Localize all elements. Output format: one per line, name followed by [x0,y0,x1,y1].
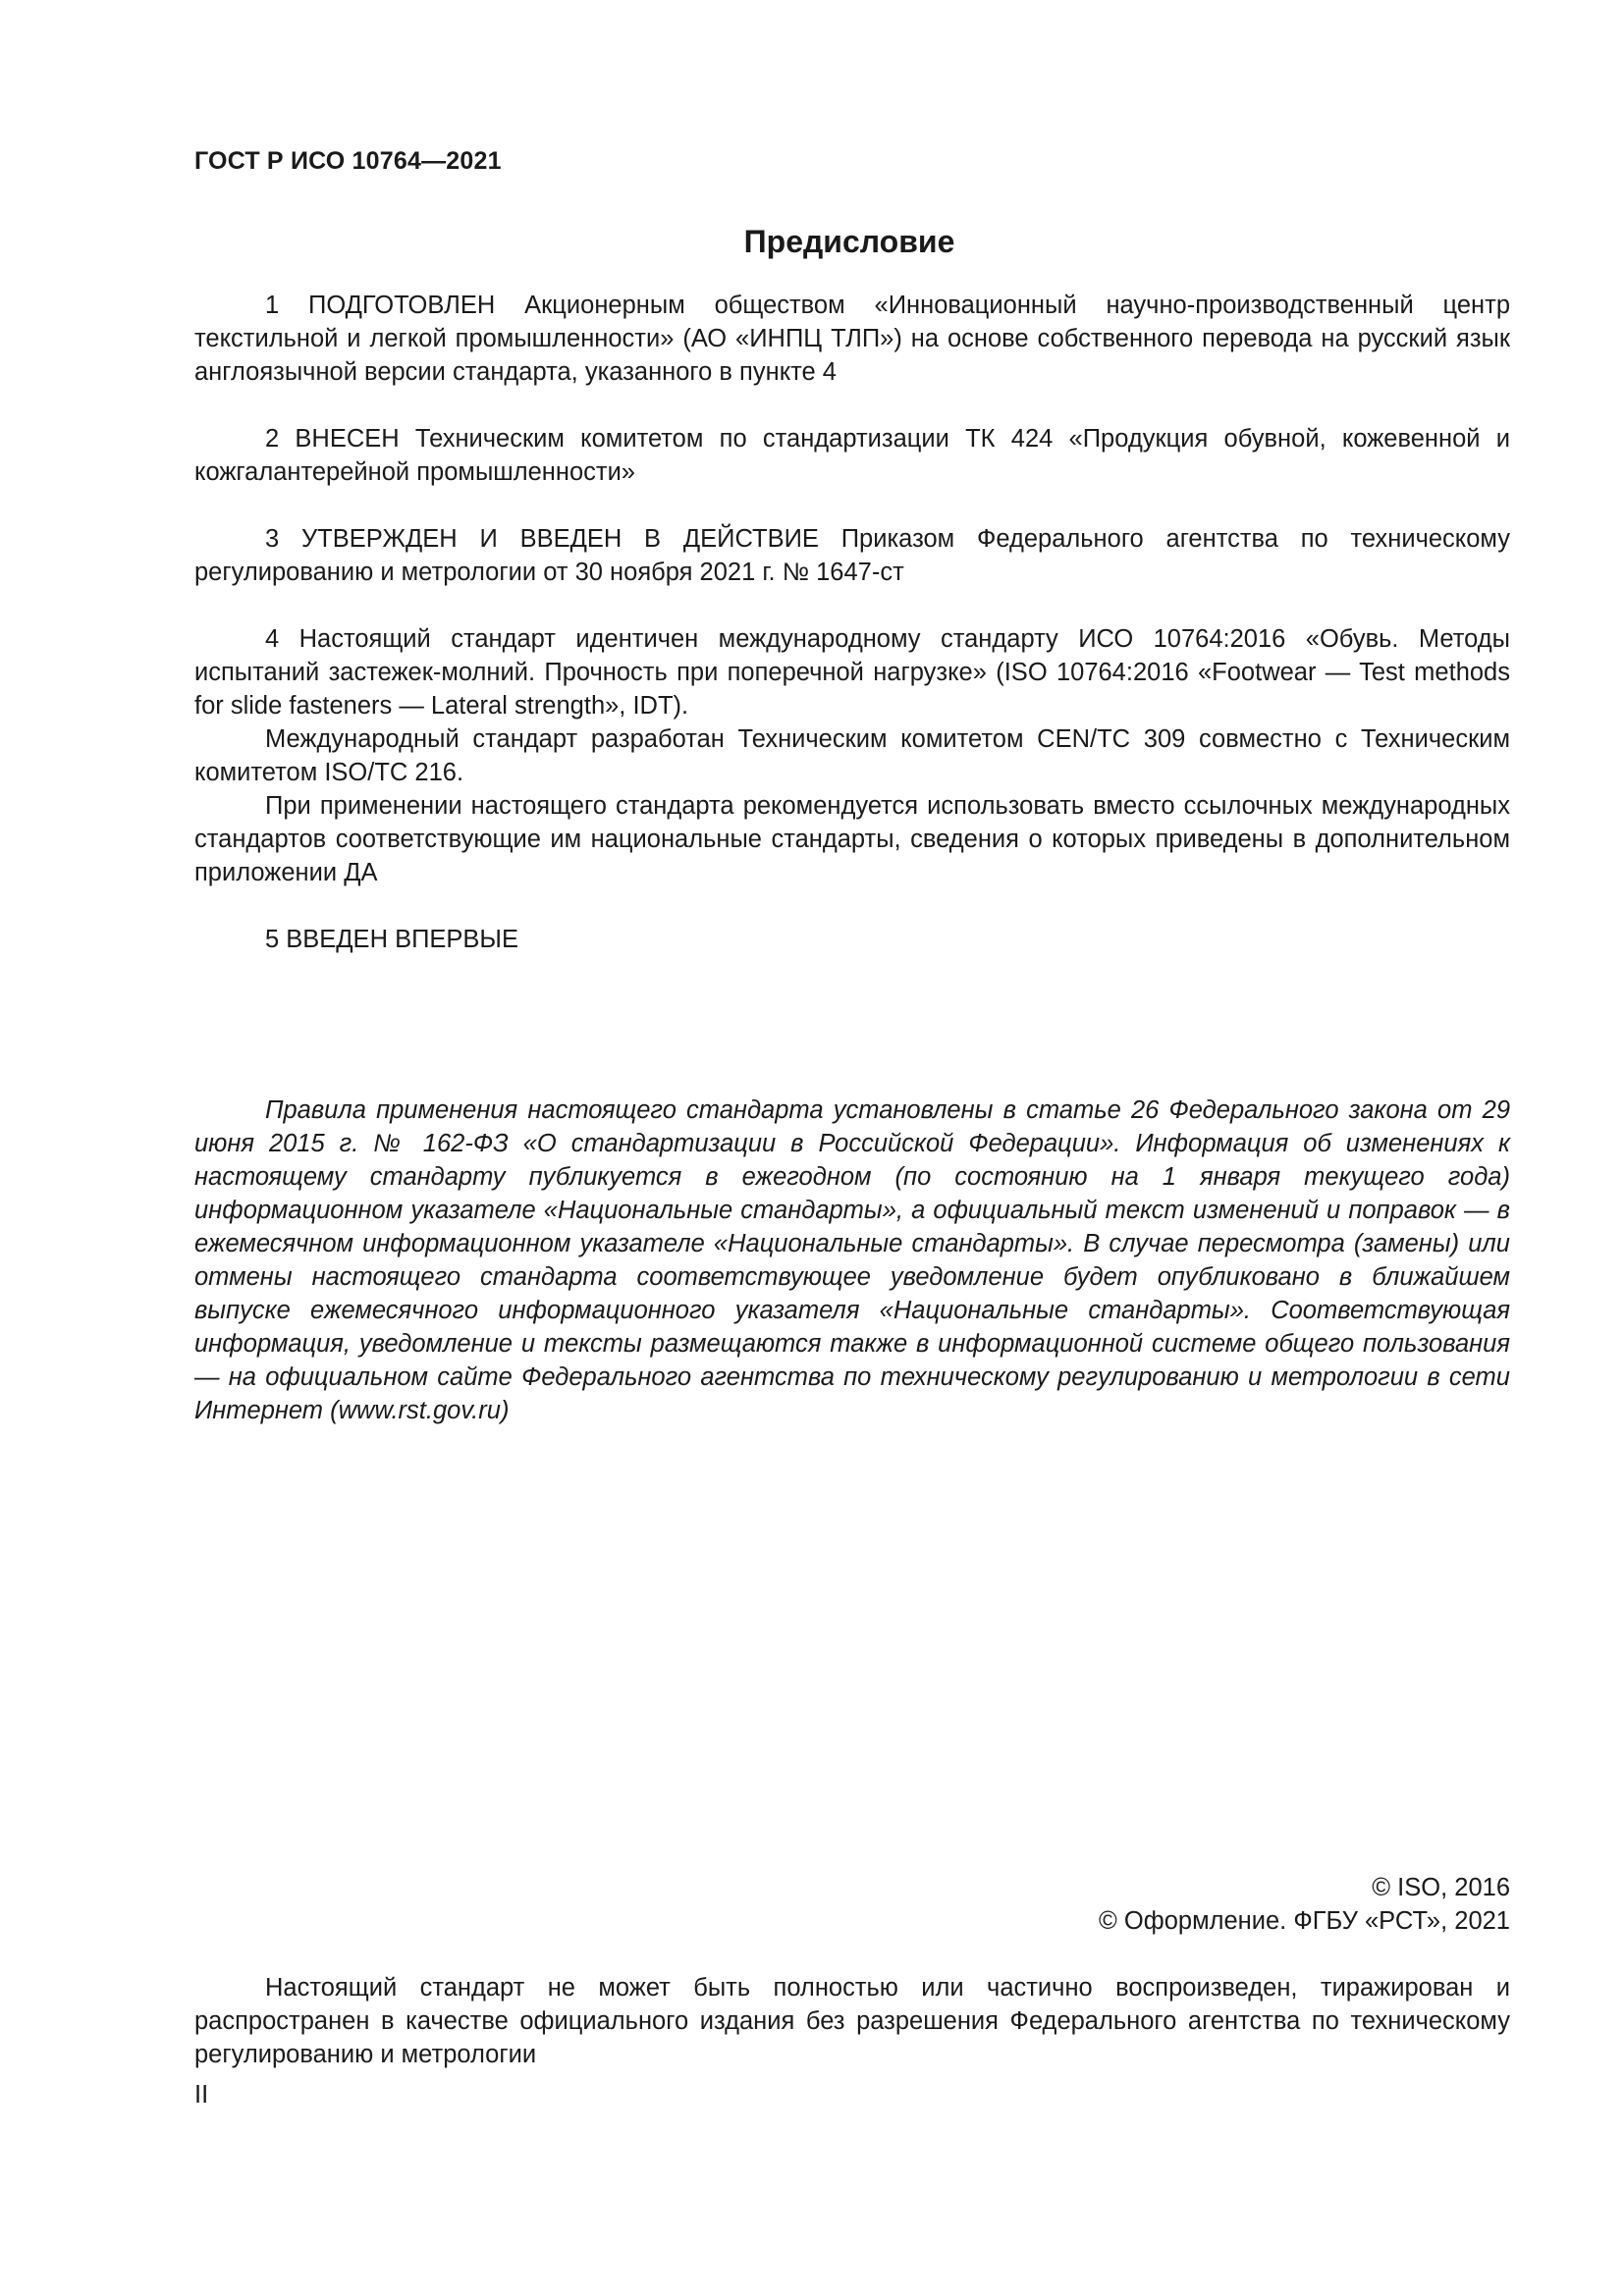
restriction-paragraph: Настоящий стандарт не может быть полностью или частично воспроизведен, тиражирован и распространен в качестве официального издания без разрешения Федерального агентства по техническому регулированию и метрологии [194,1974,1510,2068]
note-paragraph: Правила применения настоящего стандарта установлены в статье 26 Федерального закона от 29 июня 2015 г. № 162-ФЗ «О стандартизации в Российской Федерации». Информация об изменениях к настоящему стандарту публикуется в ежегодном (по состоянию на 1 января текущего года) информационном указателе «Национальные стандарты», а официальный текст изменений и поправок — в ежемесячном информационном указателе «Национальные стандарты». В случае пересмотра (замены) или отмены настоящего стандарта соответствующее уведомление будет опубликовано в ближайшем выпуске ежемесячного информационного указателя «Национальные стандарты». Соответствующая информация, уведомление и тексты размещаются также в информационной системе общего пользования — на официальном сайте Федерального агентства по техническому регулированию и метрологии в сети Интернет (www.rst.gov.ru) [194,1096,1510,1424]
section-1-paragraph: 1 ПОДГОТОВЛЕН Акционерным обществом «Инновационный научно-производственный центр текстильной и легкой промышленности» (АО «ИНПЦ ТЛП») на основе собственного перевода на русский язык англоязычной версии стандарта, указанного в пункте 4 [194,292,1510,386]
copyright-design: © Оформление. ФГБУ «РСТ», 2021 [1099,1907,1510,1935]
copyright-iso: © ISO, 2016 [1372,1874,1510,1901]
page-number: II [194,2081,209,2109]
application-rules-note [194,1094,1510,1427]
copyright-block [1099,1871,1510,1938]
section-3-paragraph: 3 УТВЕРЖДЕН И ВВЕДЕН В ДЕЙСТВИЕ Приказом Федерального агентства по техническому регулированию и метрологии от 30 ноября 2021 г. № 1647-ст [194,525,1510,586]
page-title: Предисловие [743,224,955,259]
document-code-header: ГОСТ Р ИСО 10764—2021 [194,147,502,175]
section-4-paragraph: Международный стандарт разработан Техническим комитетом CEN/TC 309 совместно с Техническим комитетом ISO/TC 216. [194,725,1510,786]
reproduction-restriction [194,1971,1510,2071]
foreword-content [194,289,1510,956]
section-2-paragraph: 2 ВНЕСЕН Техническим комитетом по стандартизации ТК 424 «Продукция обувной, кожевенной и кожгалантерейной промышленности» [194,425,1510,486]
section-5-paragraph: 5 ВВЕДЕН ВПЕРВЫЕ [265,926,519,953]
section-4-paragraph: 4 Настоящий стандарт идентичен международному стандарту ИСО 10764:2016 «Обувь. Методы испытаний застежек-молний. Прочность при поперечной нагрузке» (ISO 10764:2016 «Footwear — Test methods for slide fasteners — Lateral strength», IDT). [194,625,1510,720]
section-4-paragraph: При применении настоящего стандарта рекомендуется использовать вместо ссылочных международных стандартов соответствующие им национальные стандарты, сведения о которых приведены в дополнительном приложении ДА [194,792,1510,886]
